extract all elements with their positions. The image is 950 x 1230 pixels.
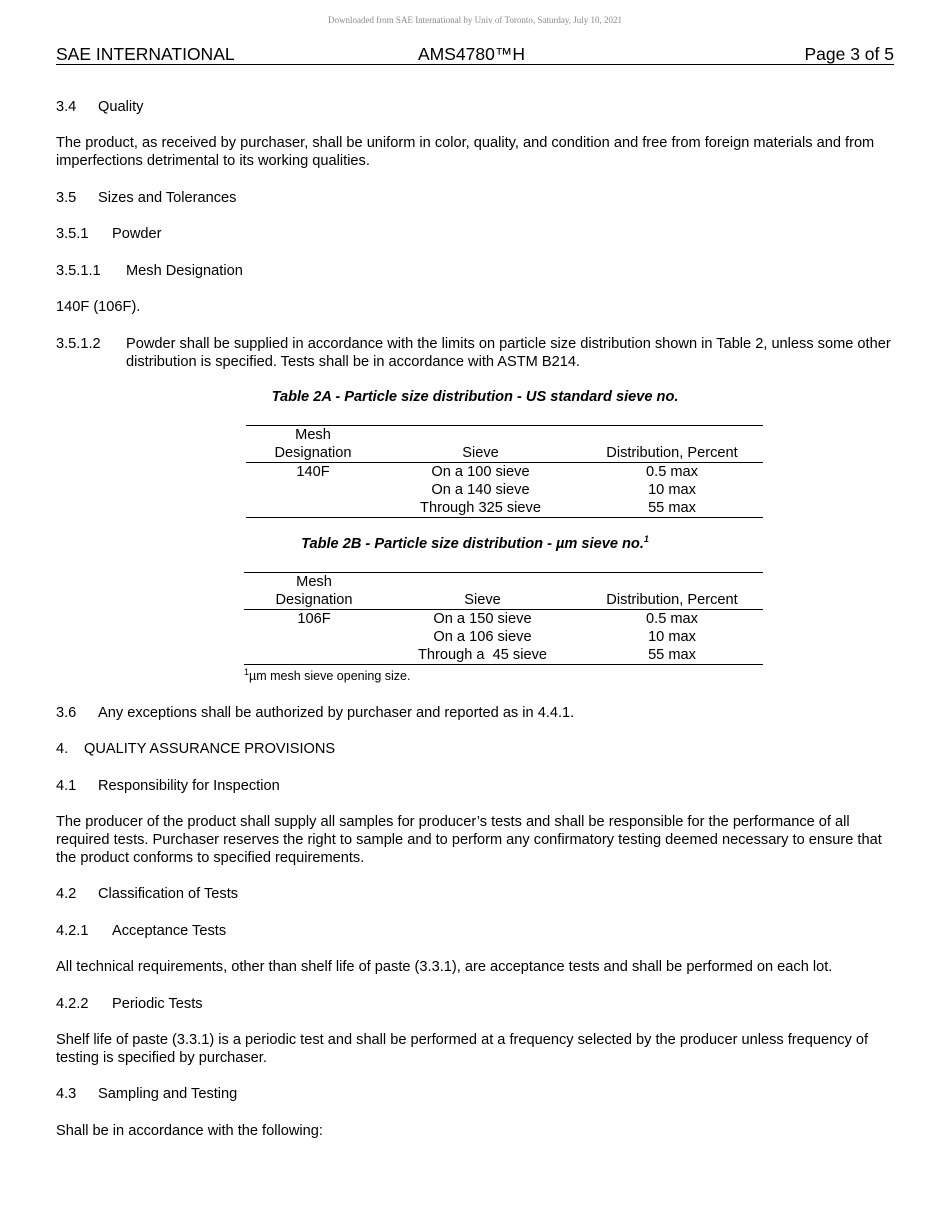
table-header-row [244, 591, 763, 610]
section-number: 3.5.1 [56, 226, 89, 242]
section-number: 4.1 [56, 778, 77, 794]
header-distribution: Distribution, Percent [581, 444, 763, 463]
section-3-6 [56, 704, 896, 722]
header-mesh-line2: Designation [244, 591, 384, 610]
mesh-cell: 140F [296, 464, 330, 480]
table-header-row [246, 444, 763, 463]
footnote-text: µm mesh sieve opening size. [249, 669, 411, 683]
section-3-5-1-heading [56, 225, 896, 243]
download-note: Downloaded from SAE International by Univ of Toronto, Saturday, July 10, 2021 [327, 15, 623, 25]
section-number: 4.2 [56, 886, 77, 902]
section-3-5-1-1-heading [56, 262, 896, 280]
distribution-cell: 55 max [581, 646, 763, 665]
section-number: 3.6 [56, 705, 77, 721]
distribution-cell: 55 max [581, 499, 763, 518]
table-row [244, 610, 763, 629]
distribution-cell: 0.5 max [646, 611, 698, 627]
section-title: Classification of Tests [98, 886, 239, 902]
distribution-cell: 10 max [648, 629, 696, 645]
section-title: Sizes and Tolerances [98, 190, 237, 206]
distribution-cell: 0.5 max [646, 464, 698, 480]
section-4-2-heading [56, 885, 896, 903]
header-sieve: Sieve [380, 444, 581, 463]
section-3-5-1-1-text: 140F (106F). [56, 299, 141, 315]
section-4-2-1-text: All technical requirements, other than shelf life of paste (3.3.1), are acceptance tests and shall be performed on each lot. [56, 959, 833, 975]
header-sieve: Sieve [384, 591, 581, 610]
section-title: QUALITY ASSURANCE PROVISIONS [84, 741, 336, 757]
section-title: Periodic Tests [112, 996, 203, 1012]
header-page-number: Page 3 of 5 [804, 44, 894, 64]
section-number: 3.5 [56, 190, 77, 206]
header-mesh-line2: Designation [246, 444, 380, 463]
section-text: Powder shall be supplied in accordance with the limits on particle size distribution shown in Table 2, unless some other distribution is specified. Tests shall be in accordance with ASTM B214. [126, 336, 891, 370]
section-4-3-text: Shall be in accordance with the following: [56, 1123, 323, 1139]
mesh-cell: 106F [297, 611, 331, 627]
header-distribution: Distribution, Percent [581, 591, 763, 610]
table-2a [246, 425, 763, 518]
section-number: 4. [56, 741, 69, 757]
table-2a-caption: Table 2A - Particle size distribution - US standard sieve no. [271, 389, 679, 405]
section-3-4-heading [56, 98, 896, 116]
section-title: Acceptance Tests [112, 923, 227, 939]
section-number: 3.4 [56, 99, 77, 115]
section-3-5-heading [56, 189, 896, 207]
section-number: 4.3 [56, 1086, 77, 1102]
section-4-2-1-heading [56, 922, 896, 940]
section-title: Quality [98, 99, 144, 115]
section-3-5-1-2 [56, 335, 896, 371]
section-number: 3.5.1.1 [56, 263, 101, 279]
footnote-mark: 1 [244, 666, 250, 677]
section-text: Any exceptions shall be authorized by purchaser and reported as in 4.4.1. [98, 705, 575, 721]
table-row [244, 646, 763, 665]
section-number: 4.2.1 [56, 923, 89, 939]
section-title: Responsibility for Inspection [98, 778, 280, 794]
sieve-cell: Through 325 sieve [380, 499, 581, 518]
table-row [244, 628, 763, 646]
section-4-2-2-text: Shelf life of paste (3.3.1) is a periodic test and shall be performed at a frequency selected by the producer unless frequency of testing is specified by purchaser. [56, 1032, 869, 1066]
section-title: Sampling and Testing [98, 1086, 238, 1102]
section-number: 4.2.2 [56, 996, 89, 1012]
section-4-2-2-heading [56, 995, 896, 1013]
header-mesh-line1: Mesh [244, 573, 384, 592]
section-4-heading [56, 740, 896, 758]
table-header-row [244, 573, 763, 592]
table-2b [244, 572, 763, 665]
table-row [246, 499, 763, 518]
section-3-4-text: The product, as received by purchaser, shall be uniform in color, quality, and condition and free from foreign materials and from imperfections detrimental to its working qualities. [56, 135, 875, 169]
table-header-row [246, 426, 763, 445]
table-row [246, 481, 763, 499]
section-number: 3.5.1.2 [56, 336, 101, 352]
sieve-cell: On a 140 sieve [431, 482, 530, 498]
distribution-cell: 10 max [648, 482, 696, 498]
section-4-3-heading [56, 1085, 896, 1103]
header-doc-number: AMS4780™H [418, 44, 525, 64]
table-2b-caption [0, 536, 950, 552]
header-org: SAE INTERNATIONAL [56, 44, 235, 64]
caption-text: Table 2B - Particle size distribution - µm sieve no. [301, 536, 644, 552]
caption-footnote-mark: 1 [643, 534, 649, 545]
sieve-cell: On a 106 sieve [433, 629, 532, 645]
section-title: Mesh Designation [126, 263, 243, 279]
section-title: Powder [112, 226, 162, 242]
sieve-cell: On a 100 sieve [431, 464, 530, 480]
table-2b-footnote [244, 666, 411, 683]
section-4-1-text: The producer of the product shall supply all samples for producer’s tests and shall be responsible for the performance of all required tests. Purchaser reserves the right to sample and to perform any confirmatory testing deemed necessary to ensure that the product conforms to specified requirements. [56, 814, 882, 866]
table-row [246, 463, 763, 482]
page-header [56, 44, 894, 65]
section-4-1-heading [56, 777, 896, 795]
sieve-cell: Through a 45 sieve [384, 646, 581, 665]
sieve-cell: On a 150 sieve [433, 611, 532, 627]
header-mesh-line1: Mesh [246, 426, 380, 445]
